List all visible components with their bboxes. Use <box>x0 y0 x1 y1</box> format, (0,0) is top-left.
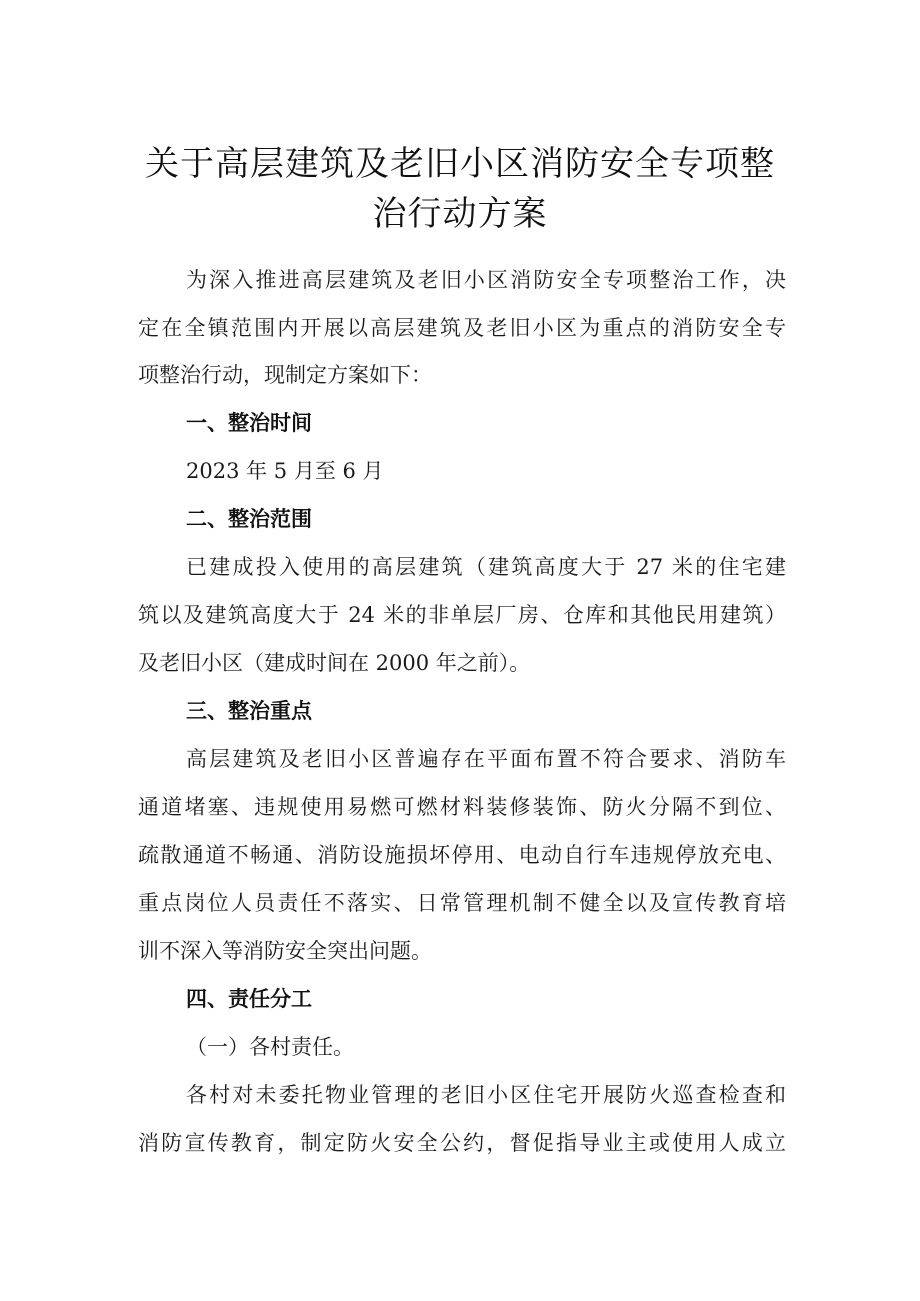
section-2-line-3: 及老旧小区（建成时间在 2000 年之前）。 <box>138 651 531 675</box>
section-3-line-4: 重点岗位人员责任不落实、日常管理机制不健全以及宣传教育培 <box>138 891 786 915</box>
section-3-line-5: 训不深入等消防安全突出问题。 <box>138 939 432 963</box>
section-3-line-2: 通道堵塞、违规使用易燃可燃材料装修装饰、防火分隔不到位、 <box>138 795 786 819</box>
section-4-line-1: 各村对未委托物业管理的老旧小区住宅开展防火巡查检查和 <box>186 1083 786 1107</box>
intro-line-3: 项整治行动，现制定方案如下： <box>138 363 432 387</box>
section-2-line-1: 已建成投入使用的高层建筑（建筑高度大于 27 米的住宅建 <box>186 555 786 579</box>
section-3-line-3: 疏散通道不畅通、消防设施损坏停用、电动自行车违规停放充电、 <box>138 843 786 867</box>
intro-line-1: 为深入推进高层建筑及老旧小区消防安全专项整治工作，决 <box>186 268 786 292</box>
section-2-line-2: 筑以及建筑高度大于 24 米的非单层厂房、仓库和其他民用建筑） <box>138 603 786 627</box>
document-title-line-1: 关于高层建筑及老旧小区消防安全专项整 <box>145 144 775 184</box>
section-4-line-2: 消防宣传教育，制定防火安全公约，督促指导业主或使用人成立 <box>138 1131 786 1155</box>
section-2-heading: 二、整治范围 <box>186 507 312 531</box>
intro-line-2: 定在全镇范围内开展以高层建筑及老旧小区为重点的消防安全专 <box>138 316 786 340</box>
section-1-body: 2023 年 5 月至 6 月 <box>186 459 384 483</box>
section-1-heading: 一、整治时间 <box>186 411 312 435</box>
section-3-heading: 三、整治重点 <box>186 699 312 723</box>
section-3-line-1: 高层建筑及老旧小区普遍存在平面布置不符合要求、消防车 <box>186 747 786 771</box>
section-4-subheading: （一）各村责任。 <box>186 1035 354 1059</box>
section-4-heading: 四、责任分工 <box>186 987 312 1011</box>
document-title-line-2: 治行动方案 <box>372 194 548 234</box>
